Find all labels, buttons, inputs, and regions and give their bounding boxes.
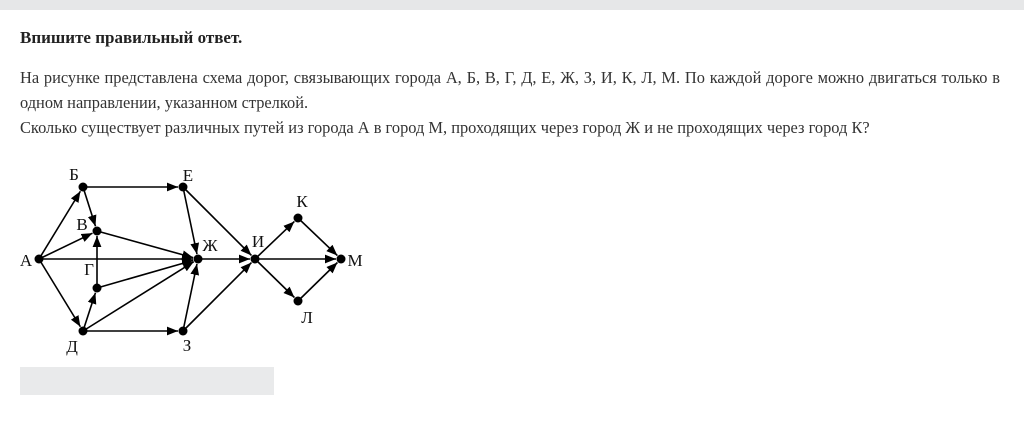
task-heading: Впишите правильный ответ.: [20, 28, 243, 47]
city-label-z: З: [182, 336, 192, 355]
city-node-v: [93, 227, 102, 236]
city-label-d: Д: [66, 337, 78, 356]
city-node-z: [179, 327, 188, 336]
city-node-zh: [194, 255, 203, 264]
top-bar: [0, 0, 1024, 10]
road-a-d: [39, 259, 80, 327]
city-node-k: [294, 214, 303, 223]
city-node-l: [294, 297, 303, 306]
city-node-g: [93, 284, 102, 293]
answer-input[interactable]: [20, 367, 274, 395]
city-label-m: М: [347, 251, 363, 270]
road-g-zh: [97, 260, 193, 288]
city-node-b: [79, 183, 88, 192]
city-node-m: [337, 255, 346, 264]
task-paragraph: На рисунке представлена схема дорог, связывающих города А, Б, В, Г, Д, Е, Ж, З, И, К, Л, М. По каждой дороге можно двигаться только в одном направлении, указанном стрелкой.: [20, 68, 1000, 112]
city-label-l: Л: [301, 308, 313, 327]
city-label-i: И: [251, 232, 265, 251]
road-z-zh: [183, 264, 197, 331]
road-v-zh: [97, 231, 193, 258]
road-z-i: [183, 263, 251, 331]
city-label-a: А: [19, 251, 33, 270]
road-d-zh: [83, 262, 194, 331]
road-l-m: [298, 262, 337, 301]
city-label-k: К: [296, 192, 308, 211]
city-node-a: [35, 255, 44, 264]
road-graph: [0, 150, 400, 360]
road-i-l: [255, 259, 294, 298]
task-question: Сколько существует различных путей из города А в город М, проходящих через город Ж и не проходящих через город К?: [20, 118, 870, 137]
city-label-v: В: [76, 215, 88, 234]
road-k-m: [298, 218, 337, 256]
city-label-e: Е: [182, 166, 194, 185]
task-text: [20, 65, 1000, 140]
city-label-b: Б: [69, 165, 79, 184]
city-label-g: Г: [84, 260, 94, 279]
road-e-zh: [183, 187, 197, 254]
city-node-i: [251, 255, 260, 264]
city-label-zh: Ж: [202, 236, 218, 255]
city-node-d: [79, 327, 88, 336]
